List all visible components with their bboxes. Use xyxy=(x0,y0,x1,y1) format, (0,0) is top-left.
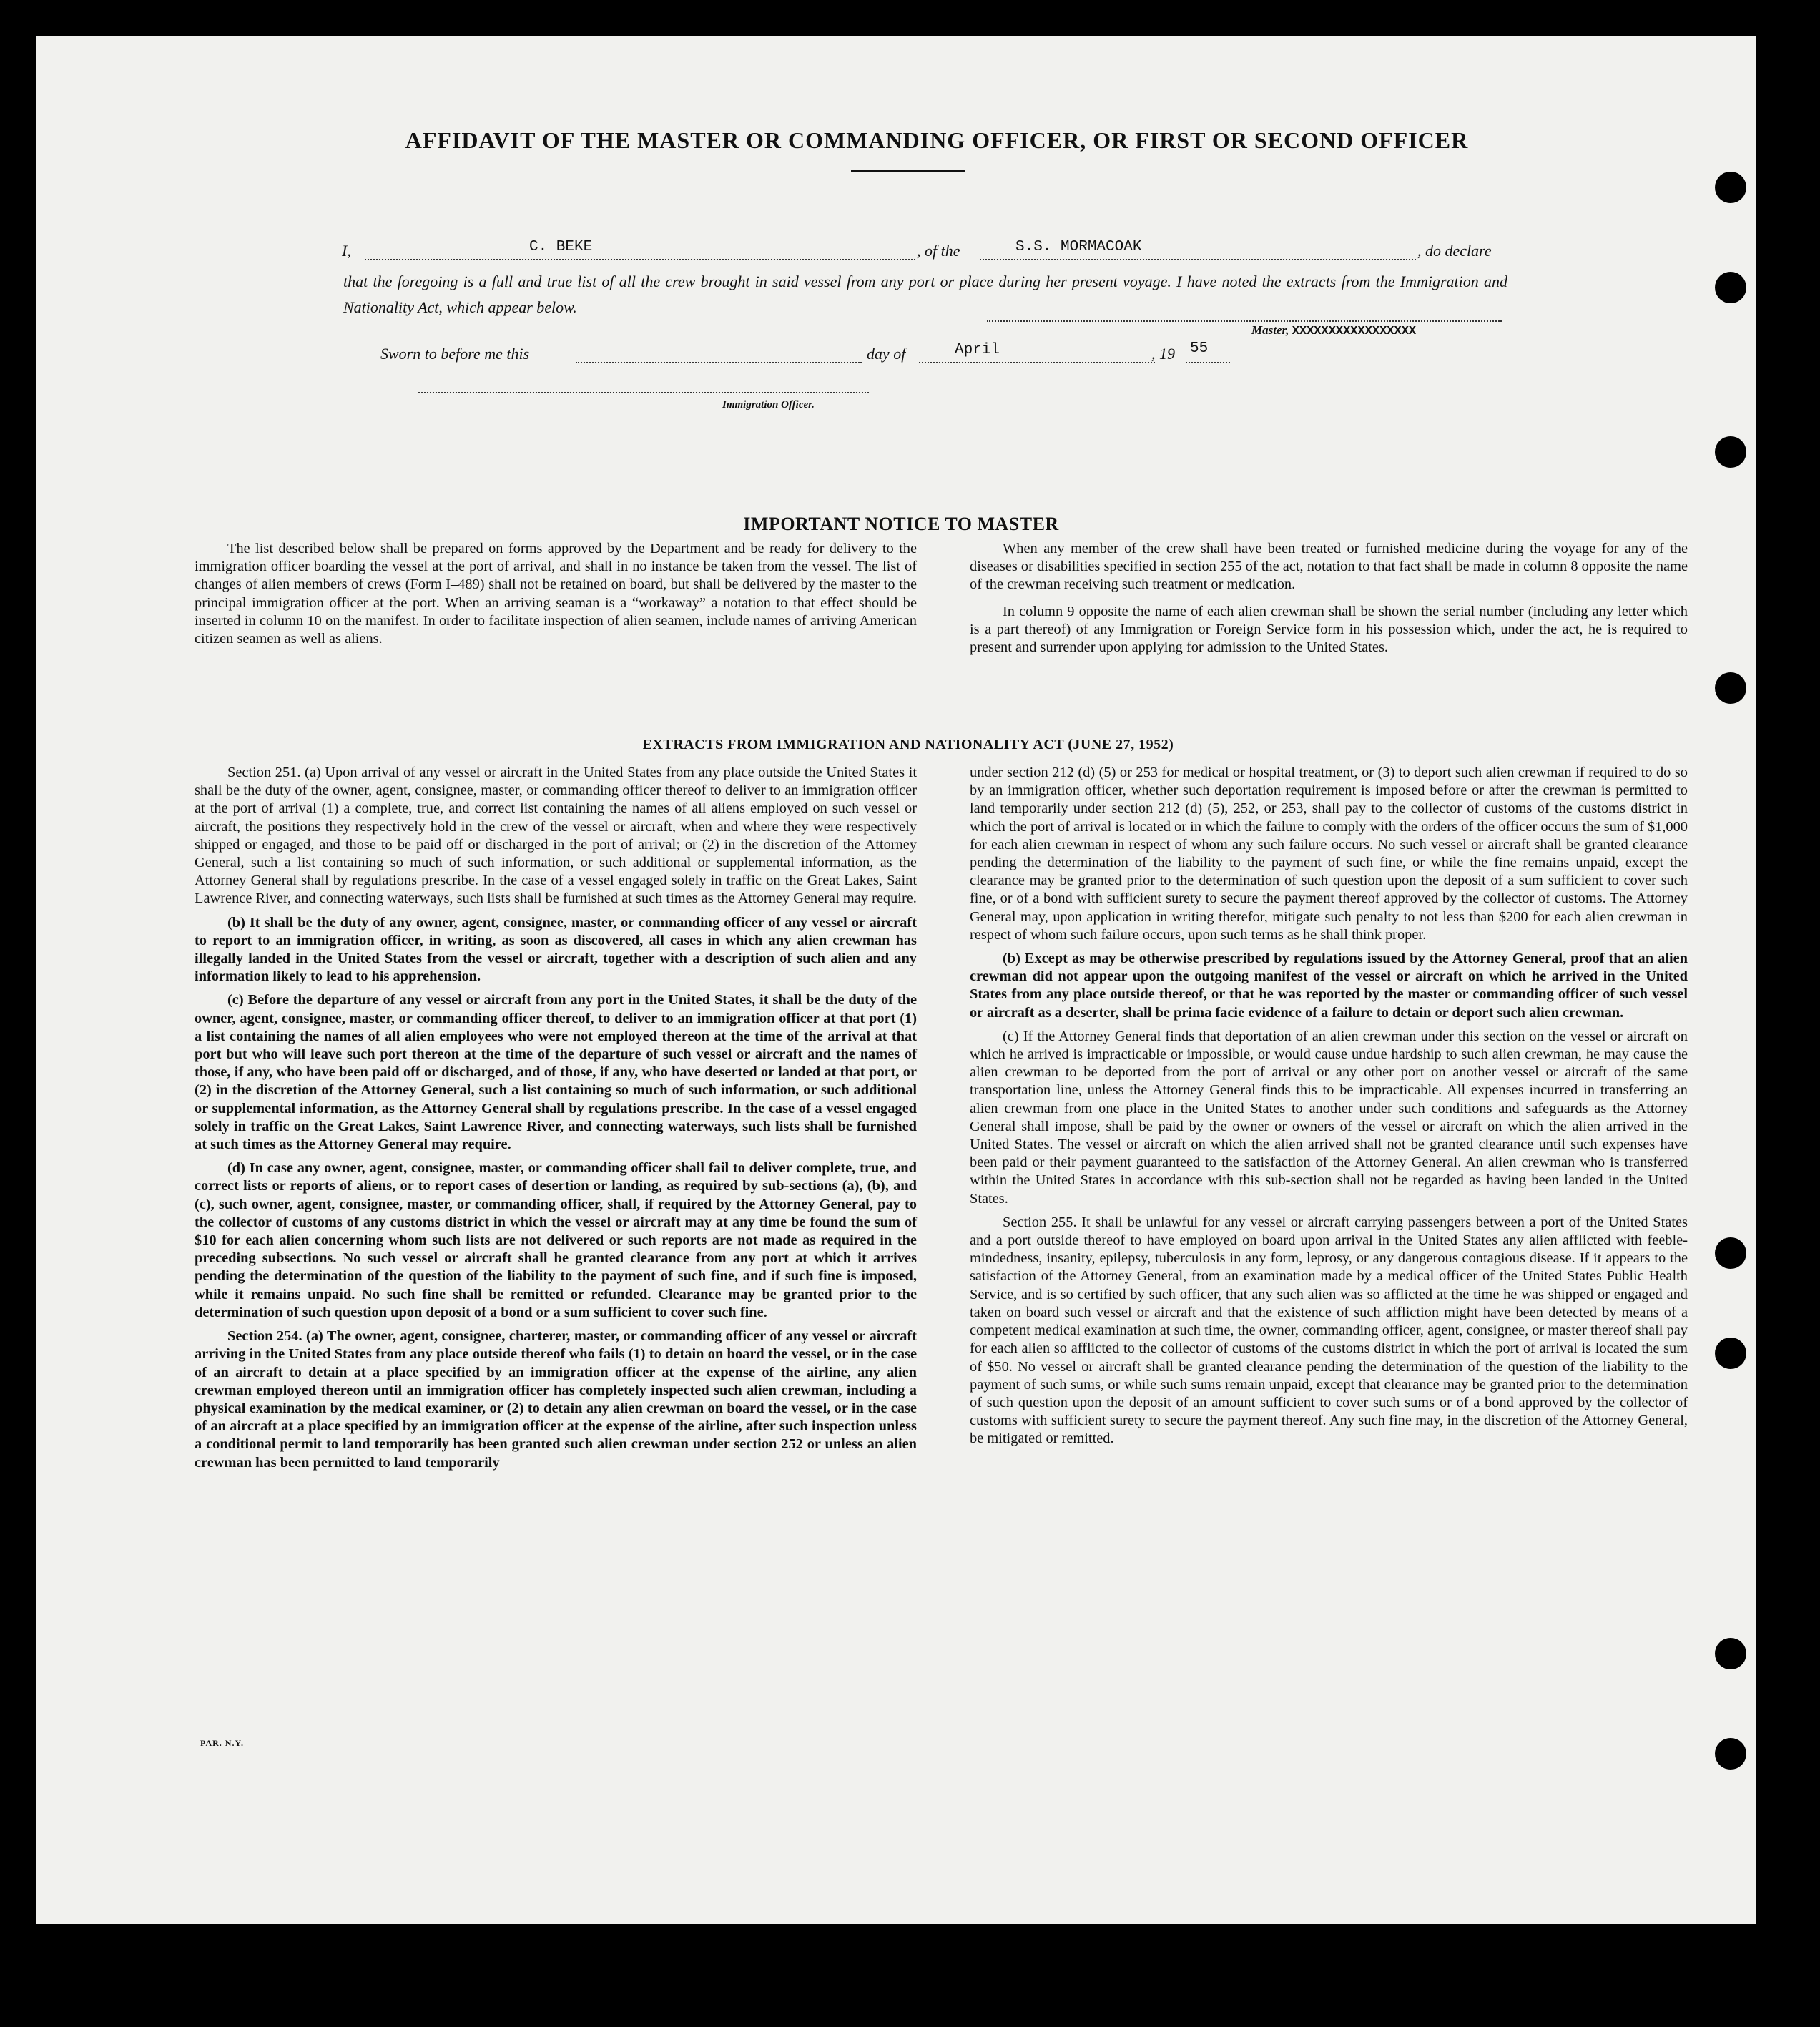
month-value: April xyxy=(955,342,1000,358)
sworn-label: Sworn to before me this xyxy=(380,345,530,363)
sworn-day-field xyxy=(576,342,862,363)
section-251c: (c) Before the departure of any vessel or aircraft from any port in the United States, it shall be the duty of the owner, agent, consignee, master, or commanding officer thereof, to deliver to an immigration officer at that port (1) a list containing the names of all alien employees who were not employed thereon at the time of the arrival at that port but who will leave such port thereon at the time of the departure of such vessel or aircraft and the names of those, if any, who have been paid off or discharged, and of those, if any, who have deserted or landed at that port, or (2) in the discretion of the Attorney General, such a list containing so much of such information, or such additional or supplemental information, as the Attorney General shall by regulations prescribe. In the case of a vessel engaged solely in traffic on the Great Lakes, Saint Lawrence River, and connecting waterways, such lists shall be furnished at such times as the Attorney General may require. xyxy=(195,992,917,1153)
title-divider xyxy=(851,170,965,172)
section-251b: (b) It shall be the duty of any owner, agent, consignee, master, or commanding officer of any vessel or aircraft to report to an immigration officer, in writing, as soon as discovered, all cases in which any alien crewman has illegally landed in the United States from the vessel or aircraft, together with a description of such alien and any information likely to lead to his apprehension. xyxy=(195,914,917,985)
printer-mark: PAR. N.Y. xyxy=(200,1738,245,1748)
notice-right-column xyxy=(970,540,1688,657)
extracts-title: EXTRACTS FROM IMMIGRATION AND NATIONALITY ACT (JUNE 27, 1952) xyxy=(642,737,1174,752)
punch-hole xyxy=(1715,272,1746,303)
extracts-right-column xyxy=(970,764,1688,1448)
year-field xyxy=(1186,342,1230,363)
punch-hole xyxy=(1715,436,1746,468)
section-254a-start: Section 254. (a) The owner, agent, consignee, charterer, master, or commanding officer of any vessel or aircraft arriving in the United States from any place outside thereof who fails (1) to detain on board the vessel, or in the case of an aircraft to detain at a place specified by an immigration officer at the expense of the airline, any alien crewman employed thereon until an immigration officer has completely inspected such alien crewman, including a physical examination by the medical examiner, or (2) to detain any alien crewman on board the vessel, or in the case of an aircraft at a place specified by an immigration officer at the expense of the airline, after such inspection unless a conditional permit to land temporarily has been granted such alien crewman under section 252 or unless an alien crewman has been permitted to land temporarily xyxy=(195,1328,917,1471)
punch-hole xyxy=(1715,1338,1746,1369)
vessel-value: S.S. MORMACOAK xyxy=(1015,239,1142,255)
officer-signature-line xyxy=(418,392,869,393)
of-the-label: , of the xyxy=(917,242,960,260)
punch-hole xyxy=(1715,172,1746,203)
notice-right-paragraph-1: When any member of the crew shall have been treated or furnished medicine during the voyage for any of the diseases or disabilities specified in section 255 of the act, notation to that fact shall be made in column 8 opposite the name of the crewman receiving such treatment or medication. xyxy=(970,541,1688,593)
punch-hole xyxy=(1715,672,1746,704)
section-251a: Section 251. (a) Upon arrival of any vessel or aircraft in the United States from any place outside the United States it shall be the duty of the owner, agent, consignee, master, or commanding officer thereof to deliver to an immigration officer at the port of arrival (1) a complete, true, and correct list containing the names of all aliens employed on such vessel or aircraft, the positions they respectively hold in the crew of the vessel or aircraft, when and where they were respectively shipped or engaged, and those to be paid off or discharged in the port of arrival; or (2) in the discretion of the Attorney General, such a list containing so much of such information, or such additional or supplemental information, as the Attorney General shall by regulations prescribe. In the case of a vessel engaged solely in traffic on the Great Lakes, Saint Lawrence River, and connecting waterways, such lists shall be furnished at such times as the Attorney General may require. xyxy=(195,765,917,907)
master-label: Master, xyxy=(1251,323,1289,337)
section-254b: (b) Except as may be otherwise prescribed by regulations issued by the Attorney General, proof that an alien crewman did not appear upon the outgoing manifest of the vessel or aircraft on which he arrived in the United States from any place outside thereof, or that he was reported by the master or commanding officer of such vessel or aircraft as a deserter, shall be prima facie evidence of a failure to detain or deport such alien crewman. xyxy=(970,951,1688,1021)
master-label-wrap xyxy=(1251,323,1416,338)
name-field xyxy=(365,237,915,260)
master-signature-line xyxy=(987,320,1502,322)
section-254a-continued: under section 212 (d) (5) or 253 for medical or hospital treatment, or (3) to deport such alien crewman if required to do so by an immigration officer, whether such deportation requirement is imposed before or after the crewman is permitted to land temporarily under section 212 (d) (5), 252, or 253, shall pay to the collector of customs of the customs district in which the port of arrival is located or in which the failure to comply with the orders of the officer occurs the sum of $1,000 for each alien crewman in respect of whom any such failure occurs. No such vessel or aircraft shall be granted clearance pending the determination of the liability to the payment of such fine, or while the fine remains unpaid, except the clearance may be granted prior to the determination of such question upon the deposit of a sum sufficient to cover such fine, or of a bond with sufficient surety to secure the payment thereof approved by the collector of customs. The Attorney General may, upon application in writing therefor, mitigate such penalty to not less than $200 for each alien crewman in respect of whom such failure occurs, upon such terms as he shall think proper. xyxy=(970,765,1688,943)
year-prefix: , 19 xyxy=(1151,345,1175,363)
affidavit-title: AFFIDAVIT OF THE MASTER OR COMMANDING OFFICER, OR FIRST OR SECOND OFFICER xyxy=(405,127,1469,153)
punch-hole xyxy=(1715,1638,1746,1669)
punch-hole xyxy=(1715,1738,1746,1770)
section-251d: (d) In case any owner, agent, consignee, master, or commanding officer shall fail to deliver complete, true, and correct lists or reports of aliens, or to report cases of desertion or landing, as required by sub-sections (a), (b), and (c), such owner, agent, consignee, master, or commanding officer, shall, if required by the Attorney General, pay to the collector of customs of any customs district in which the vessel or aircraft may at any time be found the sum of $10 for each alien concerning whom such lists are not delivered or such reports are not made as required in the preceding subsections. No such vessel or aircraft shall be granted clearance from any port at which it arrives pending the determination of the question of the liability to the payment of such fine, and if such fine is imposed, while it remains unpaid. No such fine shall be remitted or refunded. Clearance may be granted prior to the determination of such question upon deposit of a bond or a sum sufficient to cover such fine. xyxy=(195,1160,917,1320)
do-declare-label: , do declare xyxy=(1417,242,1492,260)
vessel-field xyxy=(980,237,1416,260)
declaration-text: that the foregoing is a full and true list of all the crew brought in said vessel from any port or place during her present voyage. I have noted the extracts from the Immigration and Nationality Act, which appear below. xyxy=(343,273,1507,316)
section-254c: (c) If the Attorney General finds that deportation of an alien crewman under this section on the vessel or aircraft on which he arrived is impracticable or impossible, or would cause undue hardship to such alien crewman, he may cause the alien crewman to be deported from the port of arrival or any other port on another vessel or aircraft of the same transportation line, unless the Attorney General finds this to be impracticable. All expenses incurred in transferring an alien crewman from one place in the United States to another under such conditions and safeguards as the Attorney General shall impose, shall be paid by the owner or owners of the vessel or aircraft on which the alien arrived in the United States. The vessel or aircraft on which the alien arrived shall not be granted clearance until such expenses have been paid or their payment guaranteed to the satisfaction of the Attorney General. An alien crewman who is transferred within the United States in accordance with this sub-section shall not be regarded as having been landed in the United States. xyxy=(970,1028,1688,1207)
day-of-label: day of xyxy=(867,345,906,363)
i-label: I, xyxy=(342,242,351,260)
notice-left-paragraph: The list described below shall be prepared on forms approved by the Department and be ready for delivery to the immigration officer boarding the vessel at the port of arrival, and shall in no instance be taken from the vessel. The list of changes of alien members of crews (Form I–489) shall not be retained on board, but shall be delivered by the master to the principal immigration officer at the port. When an arriving seaman is a “workaway” a notation to that effect should be inserted in column 10 on the manifest. In order to facilitate inspection of alien seamen, include names of arriving American citizen seamen as well as aliens. xyxy=(195,541,917,647)
name-value: C. BEKE xyxy=(529,239,593,255)
notice-title: IMPORTANT NOTICE TO MASTER xyxy=(743,514,1059,534)
document-page xyxy=(36,36,1756,1924)
month-field xyxy=(919,342,1155,363)
notice-left-column xyxy=(195,540,917,648)
master-struck-text: XXXXXXXXXXXXXXXXX xyxy=(1292,325,1417,338)
year-value: 55 xyxy=(1190,340,1209,357)
section-255: Section 255. It shall be unlawful for any vessel or aircraft carrying passengers between a port of the United States and a port outside thereof to have employed on board upon arrival in the United States any alien afflicted with feeble-mindedness, insanity, epilepsy, tuberculosis in any form, leprosy, or any dangerous contagious disease. If it appears to the satisfaction of the Attorney General, from an examination made by a medical officer of the United States Public Health Service, and is so certified by such officer, that any such alien was so afflicted at the time he was shipped or engaged and taken on board such vessel or aircraft and that the existence of such affliction might have been detected by means of a competent medical examination at such time, the owner, commanding officer, agent, consignee, or master thereof shall pay for each alien so afflicted to the collector of customs of the customs district in which the port of arrival is located the sum of $50. No vessel or aircraft shall be granted clearance pending the determination of the question of the liability to the payment of such sums, or while such sums remain unpaid, except that clearance may be granted prior to the determination of such question upon the deposit of an amount sufficient to cover such sums or of a bond approved by the collector of customs with sufficient surety to secure the payment thereof. Any such fine may, in the discretion of the Attorney General, be mitigated or remitted. xyxy=(970,1214,1688,1447)
extracts-left-column xyxy=(195,764,917,1472)
immigration-officer-label: Immigration Officer. xyxy=(722,399,815,411)
punch-hole xyxy=(1715,1237,1746,1269)
notice-right-paragraph-2: In column 9 opposite the name of each alien crewman shall be shown the serial number (including any letter which is a part thereof) of any Immigration or Foreign Service form in his possession which, under the act, he is required to present and surrender upon applying for admission to the United States. xyxy=(970,603,1688,656)
